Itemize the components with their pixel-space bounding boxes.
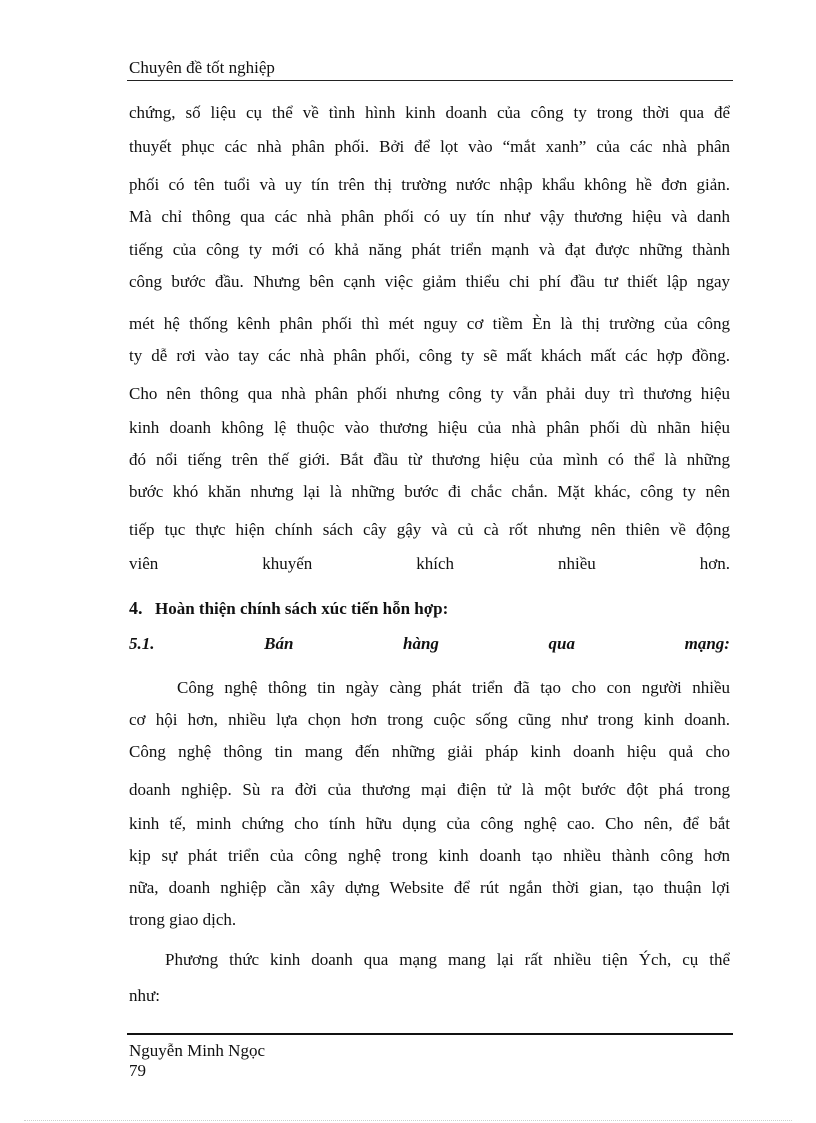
text-line: viên khuyến khích nhiều hơn.: [129, 554, 730, 573]
subheading-word: hàng: [403, 634, 439, 653]
subheading-word: 5.1.: [129, 634, 155, 653]
text-line: doanh nghiệp. Sù ra đời của thương mại điện tử là một bước đột phá trong: [129, 780, 730, 799]
text-line: phối có tên tuổi và uy tín trên thị trường nước nhập khẩu không hề đơn giản.: [129, 175, 730, 194]
text-line: kinh doanh không lệ thuộc vào thương hiệu của nhà phân phối dù nhãn hiệu: [129, 418, 730, 437]
text-line: cơ hội hơn, nhiều lựa chọn hơn trong cuộc sống cũng như trong kinh doanh.: [129, 710, 730, 729]
text-line: Công nghệ thông tin ngày càng phát triển đã tạo cho con người nhiều: [177, 678, 730, 697]
section-number: 4.: [129, 598, 143, 618]
section-heading-5-1: [129, 633, 730, 655]
text-line: kịp sự phát triển của công nghệ trong kinh doanh tạo nhiều thành công hơn: [129, 846, 730, 865]
text-line: ty dễ rơi vào tay các nhà phân phối, công ty sẽ mất khách mất các hợp đồng.: [129, 346, 730, 365]
text-line: Cho nên thông qua nhà phân phối nhưng công ty vẫn phải duy trì thương hiệu: [129, 384, 730, 403]
subheading-word: qua: [548, 634, 576, 653]
text-line: tiếp tục thực hiện chính sách cây gậy và củ cà rốt nhưng nên thiên về động: [129, 520, 730, 539]
text-line: công bước đầu. Nhưng bên cạnh việc giảm thiểu chi phí đầu tư thiết lập ngay: [129, 272, 730, 291]
page-bottom-border: [24, 1120, 792, 1121]
text-line: tiếng của công ty mới có khả năng phát triển mạnh và đạt được những thành: [129, 240, 730, 259]
text-line: đó nổi tiếng trên thế giới. Bắt đầu từ thương hiệu của mình có thể là những: [129, 450, 730, 469]
text-line: như:: [129, 986, 160, 1005]
header-divider: [127, 80, 733, 81]
text-line: trong giao dịch.: [129, 910, 237, 929]
text-line: bước khó khăn nhưng lại là những bước đi chắc chắn. Mặt khác, công ty nên: [129, 482, 730, 501]
text-line: mét hệ thống kênh phân phối thì mét nguy cơ tiềm Èn là thị trường của công: [129, 314, 730, 333]
text-line: Phương thức kinh doanh qua mạng mang lại rất nhiều tiện Ých, cụ thể: [165, 950, 730, 969]
page-header-title: Chuyên đề tốt nghiệp: [129, 58, 275, 77]
section-title: Hoàn thiện chính sách xúc tiến hỗn hợp:: [155, 599, 449, 618]
section-heading-4: [129, 597, 448, 620]
footer-author: Nguyễn Minh Ngọc: [129, 1041, 265, 1060]
text-line: thuyết phục các nhà phân phối. Bởi để lọt vào “mắt xanh” của các nhà phân: [129, 137, 730, 156]
text-line: kinh tế, minh chứng cho tính hữu dụng của công nghệ cao. Cho nên, để bắt: [129, 814, 730, 833]
text-line: nữa, doanh nghiệp cần xây dựng Website để rút ngắn thời gian, tạo thuận lợi: [129, 878, 730, 897]
page-number: 79: [129, 1061, 146, 1080]
text-line: Mà chỉ thông qua các nhà phân phối có uy tín như vậy thương hiệu và danh: [129, 207, 730, 226]
text-line: chứng, số liệu cụ thể về tình hình kinh doanh của công ty trong thời qua để: [129, 103, 730, 122]
subheading-word: Bán: [264, 634, 294, 653]
text-line: Công nghệ thông tin mang đến những giải pháp kinh doanh hiệu quả cho: [129, 742, 730, 761]
subheading-word: mạng:: [684, 634, 730, 653]
footer-divider: [127, 1033, 733, 1035]
